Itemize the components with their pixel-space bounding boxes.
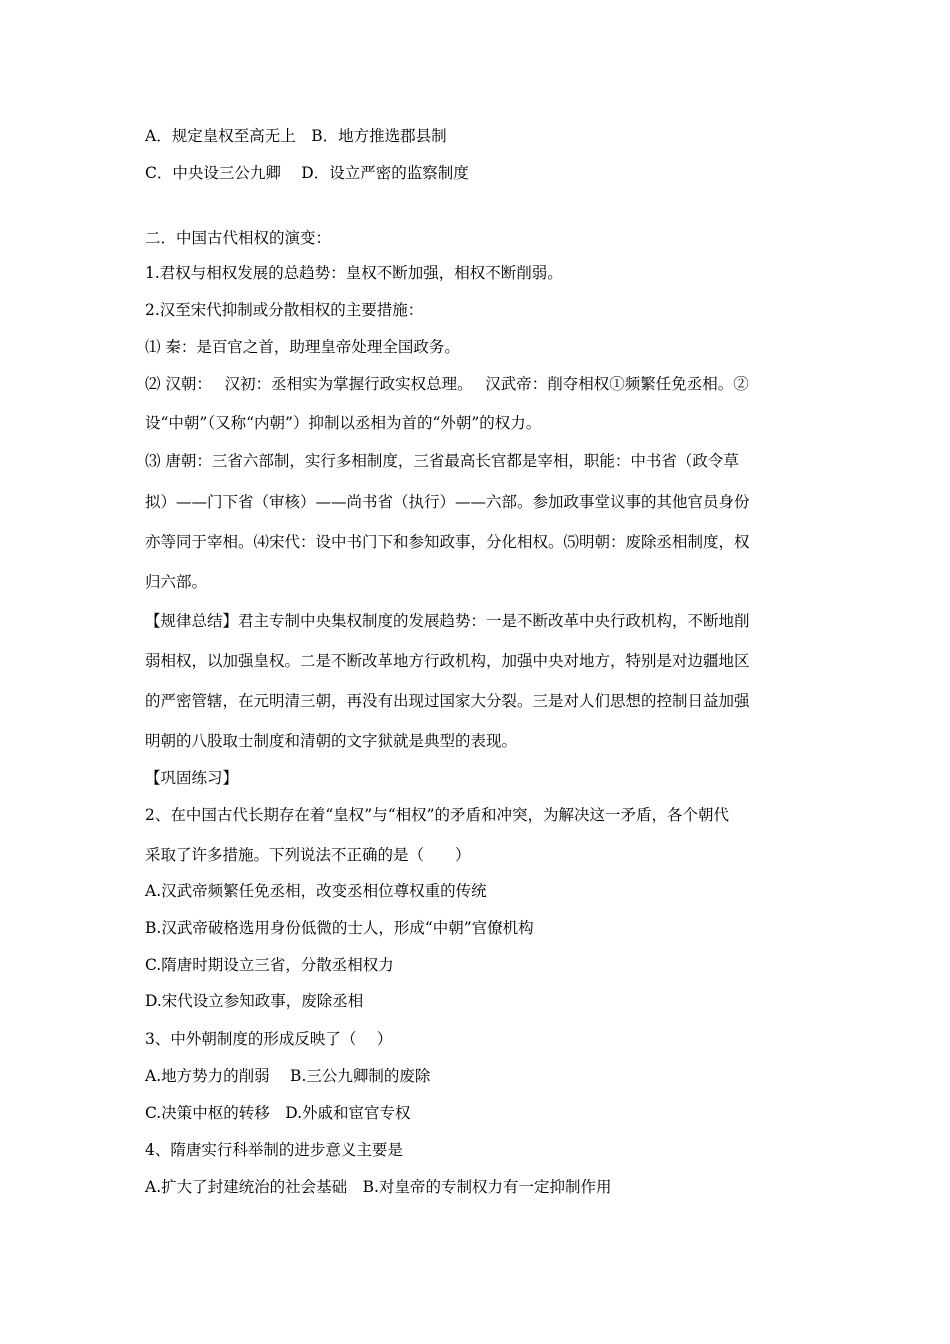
text-line: 拟）——门下省（审核）——尚书省（执行）——六部。参加政事堂议事的其他官员身份 (145, 493, 750, 511)
option-line: A．规定皇权至高无上 B．地方推选郡县制 (145, 127, 447, 145)
summary-line: 明朝的八股取士制度和清朝的文字狱就是典型的表现。 (145, 732, 518, 750)
text-line: 2.汉至宋代抑制或分散相权的主要措施： (145, 301, 424, 319)
option-line: A.扩大了封建统治的社会基础 B.对皇帝的专制权力有一定抑制作用 (145, 1178, 612, 1196)
option-line: C.隋唐时期设立三省，分散丞相权力 (145, 956, 394, 974)
question-line: 采取了许多措施。下列说法不正确的是（ ） (145, 846, 471, 864)
option-line: D.宋代设立参知政事，废除丞相 (145, 992, 364, 1010)
summary-line: 弱相权，以加强皇权。二是不断改革地方行政机构，加强中央对地方，特别是对边疆地区 (145, 652, 750, 670)
option-line: A.汉武帝频繁任免丞相，改变丞相位尊权重的传统 (145, 882, 487, 900)
text-line: 归六部。 (145, 573, 208, 591)
section-heading: 【巩固练习】 (145, 769, 239, 787)
question-line: 2、在中国古代长期存在着“皇权”与“相权”的矛盾和冲突，为解决这一矛盾，各个朝代 (145, 806, 730, 824)
summary-line: 【规律总结】君主专制中央集权制度的发展趋势：一是不断改革中央行政机构，不断地削 (145, 612, 750, 630)
text-line: ⑵ 汉朝： 汉初：丞相实为掌握行政实权总理。 汉武帝：削夺相权①频繁任免丞相。② (145, 375, 749, 393)
text-line: ⑶ 唐朝：三省六部制，实行多相制度，三省最高长官都是宰相，职能：中书省（政令草 (145, 452, 739, 470)
option-line: A.地方势力的削弱 B.三公九卿制的废除 (145, 1067, 431, 1085)
text-line: 1.君权与相权发展的总趋势：皇权不断加强，相权不断削弱。 (145, 264, 563, 282)
option-line: C．中央设三公九卿 D．设立严密的监察制度 (145, 164, 469, 182)
text-line: ⑴ 秦：是百官之首，助理皇帝处理全国政务。 (145, 338, 460, 356)
question-line: 3、中外朝制度的形成反映了（ ） (145, 1030, 393, 1048)
option-line: C.决策中枢的转移 D.外戚和宦官专权 (145, 1104, 411, 1122)
option-line: B.汉武帝破格选用身份低微的士人，形成“中朝”官僚机构 (145, 919, 534, 937)
section-heading: 二．中国古代相权的演变： (145, 229, 332, 247)
text-line: 亦等同于宰相。⑷宋代：设中书门下和参知政事，分化相权。⑸明朝：废除丞相制度，权 (145, 533, 750, 551)
summary-line: 的严密管辖，在元明清三朝，再没有出现过国家大分裂。三是对人们思想的控制日益加强 (145, 692, 750, 710)
text-line: 设“中朝”（又称“内朝”）抑制以丞相为首的“外朝”的权力。 (145, 414, 542, 432)
question-line: 4、隋唐实行科举制的进步意义主要是 (145, 1141, 403, 1159)
